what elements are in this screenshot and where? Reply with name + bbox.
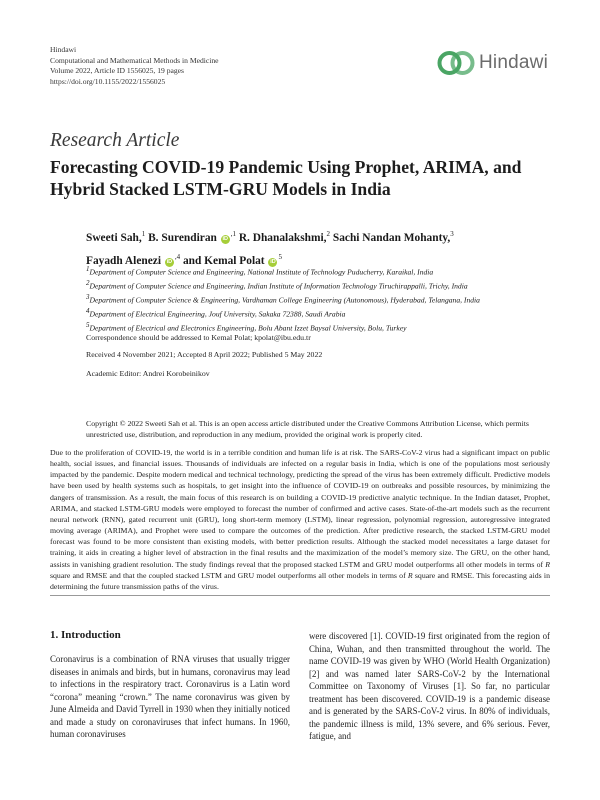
abstract-text: Due to the proliferation of COVID-19, the world is in a terrible condition and human life is at risk. The SARS-CoV-2 virus had a significant impact on public health, social issues, and financial issues. Thousands of individuals are infected on a regular basis in India, which is one of the populations most seriously impacted by the pandemic. Despite modern medical and technical technology, predicting the spread of the virus has been extremely difficult. Predictive models have been used by health systems such as hospitals, to get insight into the influence of COVID-19 on outbreaks and possible resources, by minimizing the dangers of transmission. As a result, the main focus of this research is on building a COVID-19 predictive analytic technique. In the Indian dataset, Prophet, ARIMA, and stacked LSTM-GRU models were employed to forecast the number of confirmed and active cases. State-of-the-art models such as the recurrent neural network (RNN), gated recurrent unit (GRU), long short-term memory (LSTM), linear regression, polynomial regression, autoregressive integrated moving average (ARIMA), and Prophet were used to compare the outcomes of the prediction. After predictive research, the stacked LSTM-GRU model forecast was found to be more consistent than existing models, with better prediction results. Although the stacked model necessitates a large dataset for training, it aids in creating a higher level of abstraction in the final results and the maximization of the model’s memory size. The GRU, on the other hand, assists in vanishing gradient resolution. The study findings reveal that the proposed stacked LSTM and GRU model outperforms all other models in terms of [50, 448, 550, 569]
affiliation-text: Department of Computer Science and Engineering, Indian Institute of Information Technology Tiruchirappalli, Trichy, India [89, 281, 468, 291]
publisher-name: Hindawi [50, 45, 77, 54]
body-paragraph: Coronavirus is a combination of RNA viruses that usually trigger diseases in animals and birds, but in humans, coronavirus may lead to infections in the respiratory tract. Coronavirus is a Latin word “corona” meaning “crown.” The name coronavirus was given by June Almeida and David Tyrrell in 1930 when they initially noticed and made a study on coronaviruses that infect humans. In 1960, human coronaviruses [50, 654, 290, 739]
author-name: Sweeti Sah, [86, 231, 142, 244]
affiliation-item [86, 306, 566, 320]
abstract-text: square and RMSE. This forecasting aids in determining the future transmission paths of the virus. [50, 570, 550, 591]
author-line-1 [86, 225, 566, 248]
affiliation-text: Department of Electrical and Electronics Engineering, Bolu Abant Izzet Baysal University, Bolu, Turkey [89, 323, 407, 333]
hindawi-logo[interactable] [437, 50, 548, 76]
hindawi-logo-text: Hindawi [479, 52, 548, 73]
affiliation-text: Department of Computer Science and Engineering, National Institute of Technology Puducherry, Karaikal, India [89, 267, 434, 277]
author-affil-sup: 3 [450, 230, 454, 238]
abstract [50, 447, 550, 592]
affiliation-number: 3 [86, 293, 90, 302]
abstract-italic-r: R [407, 570, 413, 580]
author-name: Sachi Nandan Mohanty, [332, 231, 451, 244]
section-divider [50, 595, 550, 596]
abstract-italic-r: R [545, 559, 550, 569]
affiliation-number: 4 [86, 307, 90, 316]
affiliation-item [86, 292, 566, 306]
affiliation-text: Department of Computer Science & Engineering, Vardhaman College Engineering (Autonomous), Hyderabad, Telangana, India [89, 295, 480, 305]
author-affil-sup: ,1 [230, 230, 236, 238]
affiliation-number: 1 [86, 265, 90, 273]
academic-editor-line: Academic Editor: Andrei Korobeinikov [86, 369, 210, 378]
author-name: and Kemal Polat [182, 254, 265, 267]
author-name: Fayadh Alenezi [86, 254, 161, 267]
author-affil-sup: 5 [278, 252, 282, 261]
author-name: R. Dhanalakshmi, [238, 231, 327, 244]
affiliation-number: 5 [86, 321, 90, 330]
dates-line: Received 4 November 2021; Accepted 8 April 2022; Published 5 May 2022 [86, 350, 323, 359]
orcid-icon[interactable]: iD [222, 235, 228, 242]
orcid-icon[interactable]: iD [270, 258, 276, 265]
body-column-right [309, 630, 550, 743]
author-affil-sup: 2 [326, 230, 330, 238]
hindawi-logo-icon [437, 50, 475, 76]
author-affil-sup: ,4 [174, 252, 181, 261]
abstract-text: square and RMSE and that the coupled stacked LSTM and GRU model outperforms all other models in terms of [50, 570, 408, 580]
journal-header [50, 45, 219, 87]
copyright-notice: Copyright © 2022 Sweeti Sah et al. This is an open access article distributed under the Creative Commons Attribution License, which permits unrestricted use, distribution, and reproduction in any medium, provided the original work is properly cited. [86, 419, 529, 439]
journal-name: Computational and Mathematical Methods in Medicine [50, 55, 219, 65]
doi-link[interactable]: https://doi.org/10.1155/2022/1556025 [50, 76, 166, 86]
affiliation-text: Department of Electrical Engineering, Jouf University, Sakaka 72388, Saudi Arabia [89, 309, 346, 319]
volume-line: Volume 2022, Article ID 1556025, 19 pages [50, 66, 184, 75]
affiliation-item [86, 278, 566, 292]
author-name: B. Surendiran [148, 231, 217, 244]
section-heading: 1. Introduction [50, 629, 121, 641]
body-paragraph: were discovered [1]. COVID-19 first originated from the region of China, Wuhan, and then transmitted throughout the world. The name COVID-19 was given by WHO (World Health Organization) [2] and was named later SARS-CoV-2 by the International Committee on Taxonomy of Viruses [1]. So far, no particular treatment has been discovered. COVID-19 is a pandemic disease and is generated by the SARS-CoV-2 virus. In 80% of individuals, the pandemic illness is mild, 13% severe, and 6% serious. Fever, fatigue, and [309, 631, 550, 741]
article-type: Research Article [50, 130, 180, 151]
affiliations [86, 264, 566, 334]
body-column-left [50, 653, 290, 741]
affiliation-item [86, 264, 566, 278]
author-affil-sup: 1 [141, 230, 146, 238]
correspondence-line: Correspondence should be addressed to Kemal Polat; kpolat@ibu.edu.tr [86, 333, 311, 342]
affiliation-number: 2 [86, 279, 90, 288]
orcid-icon[interactable]: iD [166, 258, 173, 265]
paper-title: Forecasting COVID-19 Pandemic Using Prophet, ARIMA, and Hybrid Stacked LSTM-GRU Models in India [50, 157, 522, 199]
